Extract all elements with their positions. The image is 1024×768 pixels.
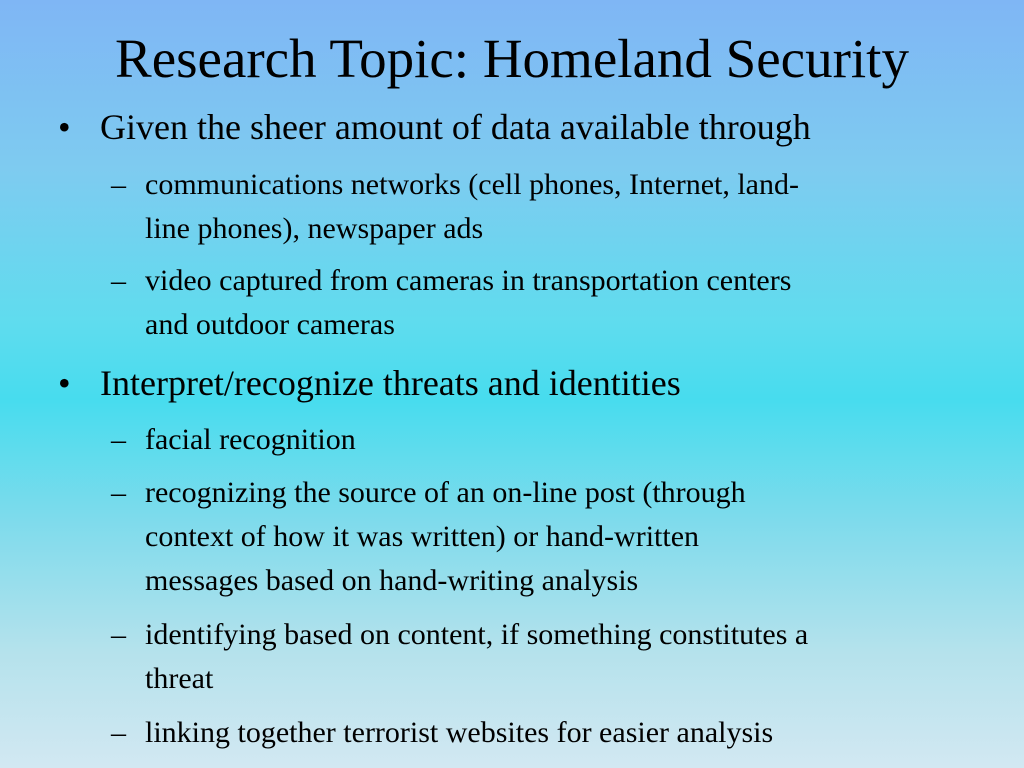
dash-marker: – [111,716,126,749]
bullet-text: Interpret/recognize threats and identities [100,363,681,403]
dash-marker: – [111,618,126,651]
sub-bullet-item [111,711,995,755]
sub-bullet-line: context of how it was written) or hand-written [145,520,700,553]
dash-marker: – [111,476,126,509]
slide-title: Research Topic: Homeland Security [115,28,909,89]
sub-bullet-item [111,418,995,462]
bullet-item [58,105,811,149]
sub-bullet-line: linking together terrorist websites for easier analysis [145,716,774,749]
bullet-marker: • [58,363,71,403]
dash-marker: – [111,264,126,297]
sub-bullet-line: identifying based on content, if something constitutes a [145,618,809,651]
sub-bullet-line: threat [145,662,214,695]
sub-bullet-item [111,259,995,347]
sub-bullet-item [111,471,995,603]
sub-bullet-line: video captured from cameras in transportation centers [145,264,792,297]
sub-bullet-item [111,613,995,701]
dash-marker: – [111,168,126,201]
sub-bullet-line: communications networks (cell phones, Internet, land- [145,168,799,201]
sub-bullet-item [111,163,995,251]
sub-bullet-line: and outdoor cameras [145,308,395,341]
bullet-marker: • [58,107,71,147]
bullet-item [58,361,681,405]
dash-marker: – [111,423,126,456]
bullet-text: Given the sheer amount of data available through [100,107,811,147]
sub-bullet-line: line phones), newspaper ads [145,212,484,245]
sub-bullet-line: messages based on hand-writing analysis [145,564,639,597]
sub-bullet-line: facial recognition [145,423,356,456]
sub-bullet-line: recognizing the source of an on-line post (through [145,476,746,509]
